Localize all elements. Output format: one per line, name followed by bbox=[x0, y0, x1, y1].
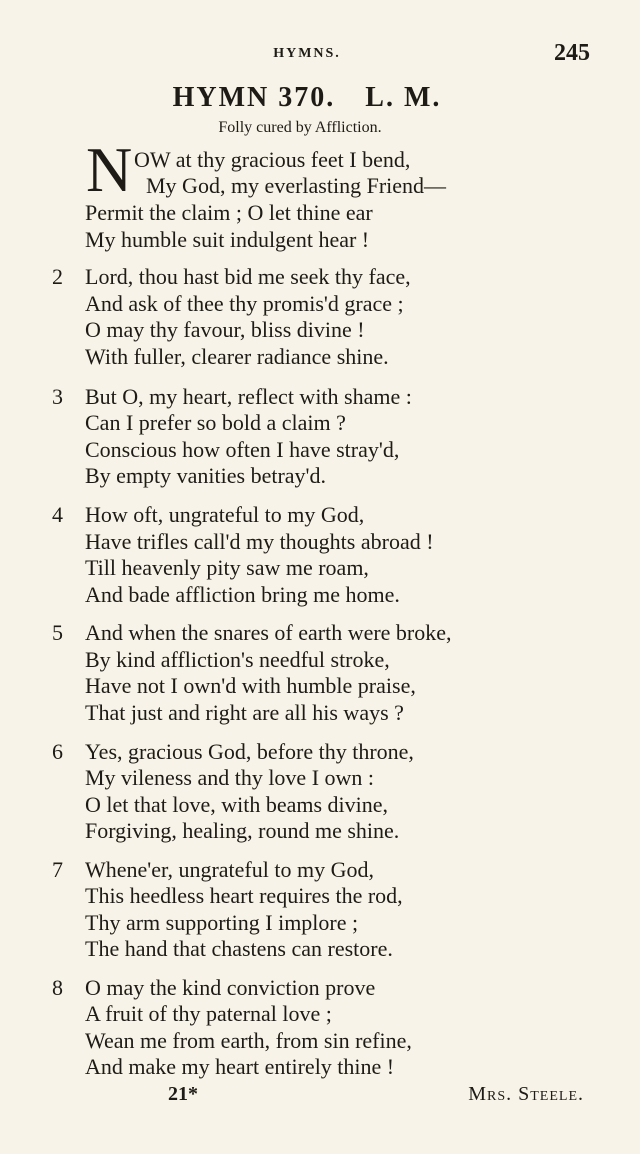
running-head bbox=[0, 40, 640, 68]
stanza-number: 8 bbox=[52, 975, 63, 1000]
stanza-line: Have trifles call'd my thoughts abroad ! bbox=[85, 529, 434, 554]
hymn-heading bbox=[0, 82, 614, 114]
stanza-line: This heedless heart requires the rod, bbox=[85, 883, 403, 908]
stanza-number: 5 bbox=[52, 620, 63, 645]
stanza-line: A fruit of thy paternal love ; bbox=[85, 1001, 332, 1026]
stanza-line: Can I prefer so bold a claim ? bbox=[85, 410, 346, 435]
hymn-title: HYMN 370. bbox=[172, 82, 336, 113]
stanza-line: Forgiving, healing, round me shine. bbox=[85, 818, 400, 843]
stanza-line: And make my heart entirely thine ! bbox=[85, 1054, 395, 1079]
stanza-number: 3 bbox=[52, 384, 63, 409]
stanza-line: OW at thy gracious feet I bend, bbox=[134, 147, 411, 172]
stanza-number: 7 bbox=[52, 857, 63, 882]
stanza-line: Till heavenly pity saw me roam, bbox=[85, 555, 369, 580]
stanza-line: The hand that chastens can restore. bbox=[85, 936, 393, 961]
stanza-line: O may thy favour, bliss divine ! bbox=[85, 317, 365, 342]
stanza-number: 2 bbox=[52, 264, 63, 289]
stanza-line: But O, my heart, reflect with shame : bbox=[85, 384, 412, 409]
stanza-line: My God, my everlasting Friend— bbox=[146, 173, 447, 198]
stanza-line: And when the snares of earth were broke, bbox=[85, 620, 452, 645]
stanza-line: Conscious how often I have stray'd, bbox=[85, 437, 400, 462]
stanza-line: O may the kind conviction prove bbox=[85, 975, 376, 1000]
stanza-number: 6 bbox=[52, 739, 63, 764]
signature-mark: 21* bbox=[168, 1083, 198, 1105]
drop-cap: N bbox=[86, 134, 133, 205]
hymn-author: Mrs. Steele. bbox=[468, 1083, 584, 1105]
running-title: HYMNS. bbox=[273, 46, 341, 61]
stanza-line: My humble suit indulgent hear ! bbox=[85, 227, 370, 252]
stanza-line: Lord, thou hast bid me seek thy face, bbox=[85, 264, 411, 289]
page-number: 245 bbox=[554, 40, 590, 66]
stanza-line: My vileness and thy love I own : bbox=[85, 765, 375, 790]
stanza-line: Thy arm supporting I implore ; bbox=[85, 910, 359, 935]
page-footer bbox=[0, 1083, 640, 1113]
stanza-line: That just and right are all his ways ? bbox=[85, 700, 404, 725]
stanza-line: And bade affliction bring me home. bbox=[85, 582, 400, 607]
stanza-line: With fuller, clearer radiance shine. bbox=[85, 344, 389, 369]
stanza-number: 4 bbox=[52, 502, 63, 527]
stanza-line: By empty vanities betray'd. bbox=[85, 463, 327, 488]
stanza-line: Whene'er, ungrateful to my God, bbox=[85, 857, 374, 882]
hymn-metre: L. M. bbox=[365, 82, 442, 113]
hymn-subtitle: Folly cured by Affliction. bbox=[218, 119, 382, 136]
stanza-line: O let that love, with beams divine, bbox=[85, 792, 389, 817]
stanza-line: By kind affliction's needful stroke, bbox=[85, 647, 390, 672]
stanza-line: How oft, ungrateful to my God, bbox=[85, 502, 365, 527]
stanza-line: Yes, gracious God, before thy throne, bbox=[85, 739, 414, 764]
stanza-line: And ask of thee thy promis'd grace ; bbox=[85, 291, 404, 316]
stanza-line: Have not I own'd with humble praise, bbox=[85, 673, 416, 698]
stanza-line: Wean me from earth, from sin refine, bbox=[85, 1028, 412, 1053]
stanza-line: Permit the claim ; O let thine ear bbox=[85, 200, 373, 225]
